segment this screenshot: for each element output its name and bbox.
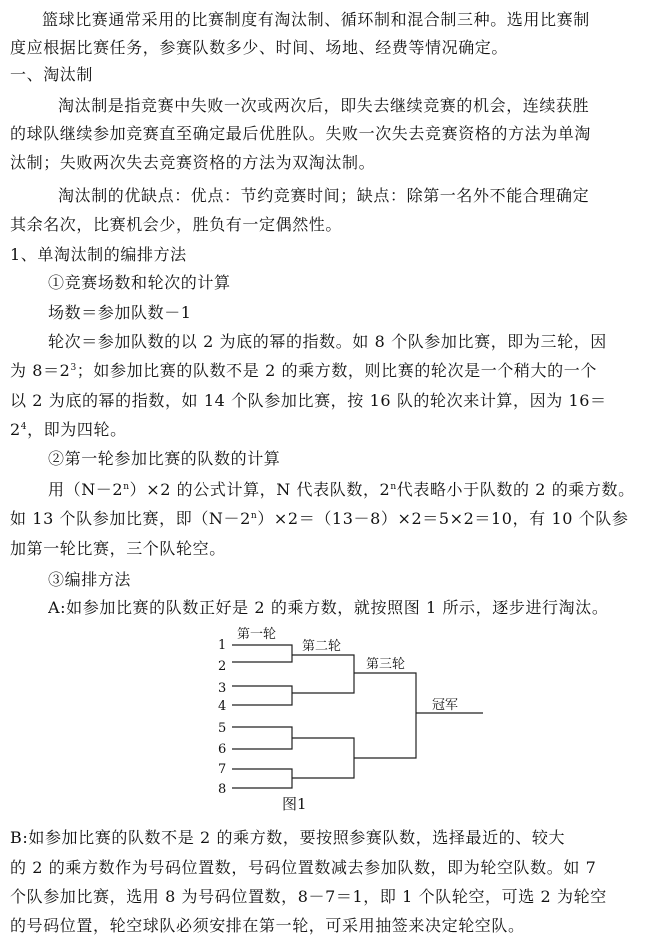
intro-line-2: 度应根据比赛任务，参赛队数多少、时间、场地、经费等情况确定。: [10, 38, 509, 57]
pros-cons-line-1: 淘汰制的优缺点：优点：节约竞赛时间；缺点：除第一名外不能合理确定: [58, 186, 590, 205]
definition-line-2: 的球队继续参加竞赛直至确定最后优胜队。失败一次失去竞赛资格的方法为单淘: [10, 124, 592, 143]
rounds-line-3: 以 2 为底的幂的指数，如 14 个队参加比赛，按 16 队的轮次来计算，因为 16＝: [10, 391, 607, 410]
definition-line-3: 汰制；失败两次失去竞赛资格的方法为双淘汰制。: [10, 153, 376, 172]
formula-games: 场数＝参加队数－1: [48, 303, 192, 322]
method-b-line-4: 的号码位置，轮空球队必须安排在第一轮，可采用抽签来决定轮空队。: [10, 916, 525, 935]
seed-label: 4: [218, 699, 227, 714]
calc-line-1: 用$(N-2^n)\times 2$ 的公式计算，N 代表队数，2$^n$代表略小于队数的 2 的乘方数。: [48, 480, 635, 499]
definition-line-1: 淘汰制是指竞赛中失败一次或两次后，即失去继续竞赛的机会，连续获胜: [58, 96, 590, 115]
rounds-line-4: $2^4$，即为四轮。: [10, 420, 127, 439]
calc-line-3: 加第一轮比赛，三个队轮空。: [10, 539, 226, 558]
round-2-label: 第二轮: [302, 639, 342, 654]
champion-label: 冠军: [432, 698, 459, 713]
calc-line-2: 如 13 个队参加比赛，即$(N-2^n)\times 2=(13-8)\times 2=5\times 2=10$，有 10 个队参: [10, 509, 629, 528]
seed-label: 2: [218, 659, 227, 674]
rounds-line-2: 为 $8=2^3$；如参加比赛的队数不是 2 的乘方数，则比赛的轮次是一个稍大的一个: [10, 361, 597, 380]
method-a: A:如参加比赛的队数正好是 2 的乘方数，就按照图 1 所示，逐步进行淘汰。: [48, 598, 609, 617]
intro-line-1: 篮球比赛通常采用的比赛制度有淘汰制、循环制和混合制三种。选用比赛制: [42, 10, 590, 29]
heading-elimination: 一、淘汰制: [10, 65, 94, 84]
heading-single-elimination: 1、单淘汰制的编排方法: [10, 245, 187, 264]
subheading-arrangement: ③编排方法: [48, 570, 132, 589]
method-b-line-1: B:如参加比赛的队数不是 2 的乘方数，要按照参赛队数，选择最近的、较大: [10, 828, 566, 847]
round-3-label: 第三轮: [366, 657, 406, 672]
rounds-line-1: 轮次＝参加队数的以 2 为底的幂的指数。如 8 个队参加比赛，即为三轮，因: [48, 332, 607, 351]
seed-label: 8: [218, 782, 227, 797]
seed-label: 5: [218, 721, 227, 736]
seed-label: 1: [218, 638, 227, 653]
seed-label: 3: [218, 681, 227, 696]
figure-caption: 图1: [282, 795, 307, 813]
pros-cons-line-2: 其余名次，比赛机会少，胜负有一定偶然性。: [10, 215, 343, 234]
seed-label: 6: [218, 742, 227, 757]
round-1-label: 第一轮: [237, 627, 277, 642]
method-b-line-3: 个队参加比赛，选用 8 为号码位置数，8－7＝1，即 1 个队轮空，可选 2 为轮空: [10, 887, 607, 906]
seed-label: 7: [218, 762, 227, 777]
subheading-games-rounds: ①竞赛场数和轮次的计算: [48, 273, 231, 292]
subheading-first-round: ②第一轮参加比赛的队数的计算: [48, 449, 281, 468]
method-b-line-2: 的 2 的乘方数作为号码位置数，号码位置数减去参加队数，即为轮空队数。如 7: [10, 858, 597, 877]
